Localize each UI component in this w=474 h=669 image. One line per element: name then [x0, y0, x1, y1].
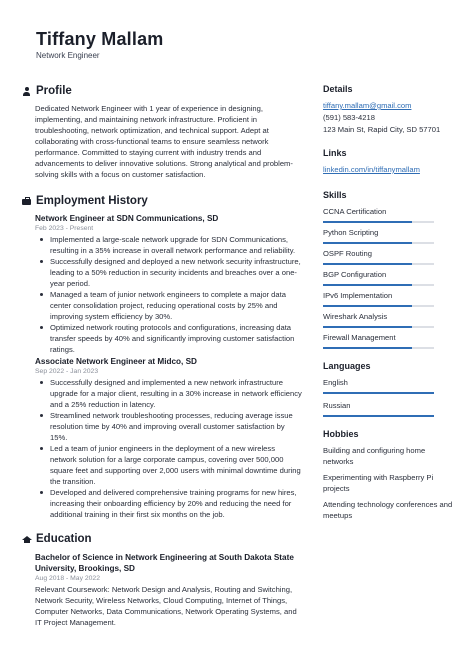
skill-label: Wireshark Analysis	[323, 312, 388, 321]
hobby-item: Building and configuring home networks	[323, 446, 426, 466]
job-bullet: Successfully designed and deployed a new network security infrastructure, leading to a 50% reduction in security incidents and breaches over a one-year period.	[35, 256, 302, 289]
languages-title: Languages	[323, 361, 371, 371]
hobbies-title: Hobbies	[323, 429, 359, 439]
address: 123 Main St, Rapid City, SD 57701	[323, 125, 441, 134]
briefcase-icon	[22, 197, 31, 206]
profile-text: Dedicated Network Engineer with 1 year of experience in designing, implementing, and maintaining network infrastructure. Proficient in troubleshooting, network optimization, and technical support. Adept at collaborating with cross-functional teams to ensure seamless network performance. Committed to staying current with industry trends and advancements to deliver innovative solutions. Strong analytical and problem-solving skills with a focus on customer satisfaction.	[35, 104, 293, 179]
details-section	[323, 84, 453, 136]
skill-bar	[323, 326, 434, 328]
languages-section	[323, 361, 453, 417]
job-bullets	[22, 234, 302, 355]
main-column	[22, 84, 302, 628]
language-bar-fill	[323, 392, 434, 394]
skill-bar-fill	[323, 221, 412, 223]
skill-bar	[323, 242, 434, 244]
employment-heading	[22, 194, 302, 208]
job-entry	[22, 356, 302, 520]
job-bullet: Optimized network routing protocols and configurations, increasing data transfer speeds by 40% and significantly improving customer satisfaction ratings.	[35, 322, 302, 355]
hobby-item: Experimenting with Raspberry Pi projects	[323, 473, 434, 493]
person-icon	[22, 87, 31, 96]
skill-bar-fill	[323, 242, 412, 244]
employment-title: Employment History	[36, 195, 148, 207]
job-bullet: Led a team of junior engineers in the deployment of a new wireless network solution for a large corporate campus, covering over 500,000 square feet and supporting over 2,000 users with minimal downtime during the transition.	[35, 443, 302, 487]
job-date: Sep 2022 - Jan 2023	[35, 368, 99, 375]
language-item	[323, 400, 453, 417]
education-heading	[22, 532, 302, 546]
candidate-name: Tiffany Mallam	[36, 29, 164, 49]
skill-bar-fill	[323, 284, 412, 286]
job-title: Associate Network Engineer at Midco, SD	[35, 357, 197, 366]
education-date: Aug 2018 - May 2022	[35, 575, 100, 582]
job-date: Feb 2023 - Present	[35, 225, 94, 232]
hobby-item: Attending technology conferences and meetups	[323, 500, 453, 520]
profile-title: Profile	[36, 85, 72, 97]
linkedin-link[interactable]: linkedin.com/in/tiffanymallam	[323, 165, 420, 174]
job-bullet: Managed a team of junior network engineers to complete a major data center consolidation project, reducing operational costs by 25% and improving system efficiency by 30%.	[35, 289, 302, 322]
phone-number: (591) 583-4218	[323, 113, 375, 122]
email-link[interactable]: tiffany.mallam@gmail.com	[323, 101, 412, 110]
skill-item	[323, 332, 453, 349]
skill-bar	[323, 221, 434, 223]
skill-item	[323, 269, 453, 286]
job-bullet: Streamlined network troubleshooting processes, reducing average issue resolution time by 40% and improving overall customer satisfaction by 15%.	[35, 410, 302, 443]
skills-section	[323, 190, 453, 349]
job-bullets	[22, 377, 302, 520]
education-entry	[22, 552, 302, 628]
degree-title: Bachelor of Science in Network Engineering at South Dakota State University, Brookings, SD	[35, 553, 294, 573]
skill-item	[323, 206, 453, 223]
language-item	[323, 377, 453, 394]
job-bullet: Implemented a large-scale network upgrade for SDN Communications, resulting in a 35% increase in overall network performance and reliability.	[35, 234, 302, 256]
details-title: Details	[323, 84, 353, 94]
language-label: English	[323, 378, 348, 387]
skill-label: Python Scripting	[323, 228, 379, 237]
language-bar	[323, 415, 434, 417]
language-bar	[323, 392, 434, 394]
skill-item	[323, 227, 453, 244]
skill-bar	[323, 305, 434, 307]
skill-bar	[323, 347, 434, 349]
links-section	[323, 148, 453, 176]
skill-item	[323, 311, 453, 328]
job-bullet: Developed and delivered comprehensive training programs for new hires, increasing their onboarding efficiency by 20% and reducing the need for additional training in their first six months on the job.	[35, 487, 302, 520]
links-title: Links	[323, 148, 347, 158]
candidate-role: Network Engineer	[36, 51, 100, 60]
resume-header	[36, 28, 164, 60]
profile-heading	[22, 84, 302, 98]
skill-label: OSPF Routing	[323, 249, 372, 258]
education-title: Education	[36, 533, 92, 545]
job-bullet: Successfully designed and implemented a new network infrastructure upgrade for a major client, resulting in a 30% increase in network efficiency and a 25% reduction in latency.	[35, 377, 302, 410]
skill-label: IPv6 Implementation	[323, 291, 393, 300]
job-title: Network Engineer at SDN Communications, SD	[35, 214, 219, 223]
skill-label: Firewall Management	[323, 333, 396, 342]
language-bar-fill	[323, 415, 434, 417]
skills-title: Skills	[323, 190, 347, 200]
skill-label: CCNA Certification	[323, 207, 387, 216]
language-label: Russian	[323, 401, 351, 410]
skill-item	[323, 248, 453, 265]
sidebar	[323, 84, 453, 526]
skill-bar-fill	[323, 263, 412, 265]
skill-label: BGP Configuration	[323, 270, 387, 279]
skill-bar-fill	[323, 326, 412, 328]
skill-bar	[323, 263, 434, 265]
skill-item	[323, 290, 453, 307]
skill-bar	[323, 284, 434, 286]
skill-bar-fill	[323, 347, 412, 349]
job-entry	[22, 213, 302, 355]
coursework-text: Relevant Coursework: Network Design and Analysis, Routing and Switching, Network Security, Wireless Networks, Cloud Computing, Internet of Things, Computer Networks, Data Communications, Network Operating Systems, and IT Project Management.	[35, 585, 297, 627]
hobbies-section	[323, 429, 453, 521]
skill-bar-fill	[323, 305, 412, 307]
graduation-cap-icon	[22, 535, 31, 544]
